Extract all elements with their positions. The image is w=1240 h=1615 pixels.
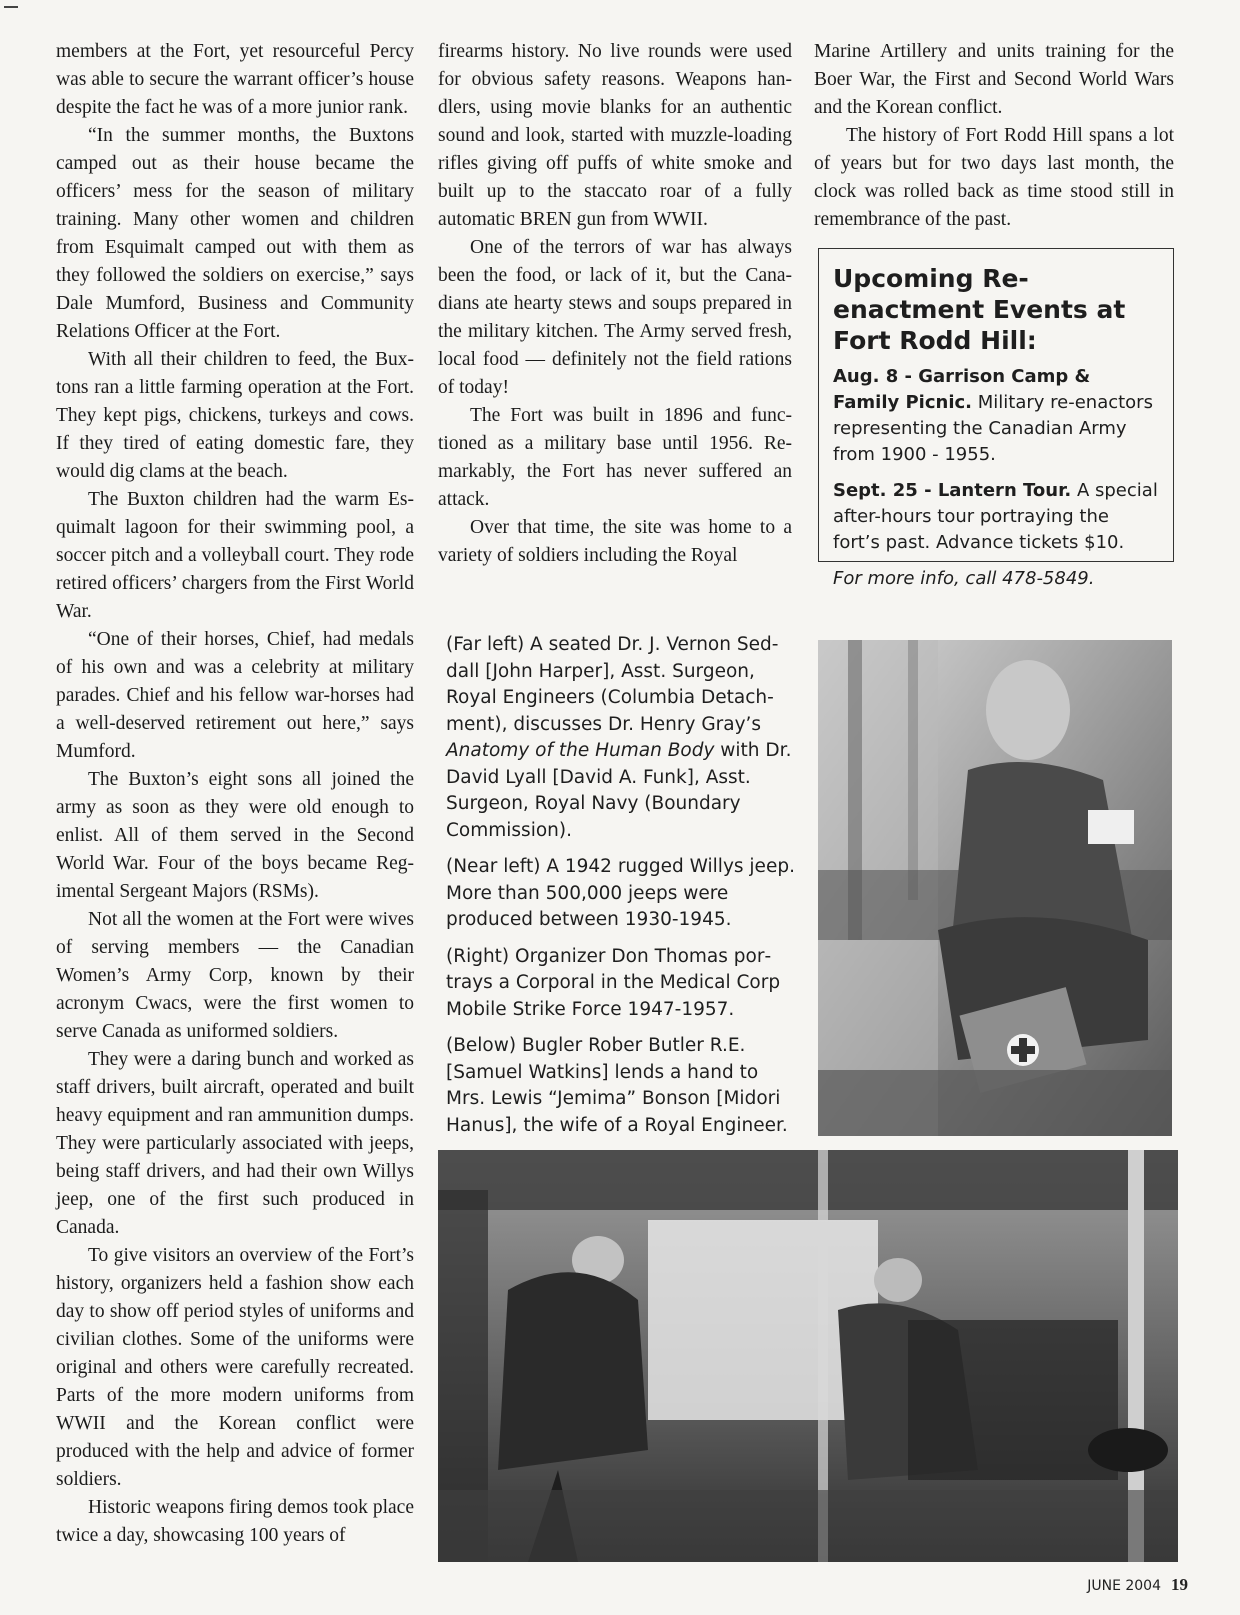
paragraph: Marine Artillery and units training for the Boer War, the First and Second World Wars and the Korean conflict. [814,41,1174,118]
caption-text: with Dr. David Lyall [David A. Funk], Asst. Surgeon, Royal Navy (Boundary Commission). [446,740,792,841]
paragraph: The Buxton’s eight sons all joined the army as soon as they were old enough to enlist. All of them served in the Second World War. Four of the boys became Regimental Sergeant Majors (RSMs). [56,769,414,902]
caption-right: (Right) Organizer Don Thomas portrays a Corporal in the Medical Corp Mobile Strike Force 1947-1957. [446,945,781,1020]
paragraph: To give visitors an overview of the Fort’s history, organizers held a fashion show each day to show off period styles of uniforms and civilian clothes. Some of the uniforms were original and others were carefully recreated. Parts of the more modern uniforms from WWII and the Korean conflict were produced with the help and advice of former soldiers. [56,1245,414,1490]
upcoming-events-box [818,248,1174,589]
paragraph: The Buxton children had the warm Esquimalt lagoon for their swimming pool, a soccer pitch and a volleyball court. They rode retired officers’ chargers from the First World War. [56,489,414,622]
paragraph: One of the terrors of war has always been the food, or lack of it, but the Canadians ate hearty stews and soups prepared in the military kitchen. The Army served fresh, local food — definitely not the field rations of today! [438,237,792,398]
paragraph: Historic weapons firing demos took place twice a day, showcasing 100 years of [56,1497,414,1546]
caption-far-left [446,632,802,844]
photo-captions [446,632,802,1149]
scan-mark [4,6,18,8]
paragraph: firearms history. No live rounds were used for obvious safety reasons. Weapons handlers, using movie blanks for an authentic sound and look, started with muzzle-loading rifles giving off puffs of white smoke and built up to the staccato roar of a fully automatic BREN gun from WWII. [438,41,792,230]
paragraph: Over that time, the site was home to a variety of soldiers including the Royal [438,517,792,566]
event-text: A special after-hours tour portraying the fort’s past. Advance tickets $10. [833,480,1158,553]
events-more-info: For more info, call 478-5849. [833,568,1095,589]
photo-corporal-medical [818,640,1172,1136]
page-footer [1087,1575,1188,1595]
book-title: Anatomy of the Human Body [446,740,715,761]
paragraph: The history of Fort Rodd Hill spans a lot of years but for two days last month, the clock was rolled back as time stood still in remembrance of the past. [814,125,1174,230]
event-item [833,478,1161,556]
caption-below: (Below) Bugler Rober Butler R.E. [Samuel Watkins] lends a hand to Mrs. Lewis “Jemima” Bonson [Midori Hanus], the wife of a Royal Engineer. [446,1035,788,1136]
paragraph: They were a daring bunch and worked as staff drivers, built aircraft, operated and built heavy equipment and ran ammunition dumps. They were particularly associated with jeeps, being staff drivers, and had their own Willys jeep, one of the first such produced in Canada. [56,1049,414,1238]
paragraph: “In the summer months, the Buxtons camped out as their house became the officers’ mess for the season of military training. Many other women and children from Esquimalt camped out with them as they followed the soldiers on exercise,” says Dale Mumford, Business and Community Relations Officer at the Fort. [56,125,414,342]
article-column-3 [814,38,1174,234]
paragraph: “One of their horses, Chief, had medals of his own and was a celebrity at military parades. Chief and his fellow war-horses had a well-deserved retirement out here,” says Mumford. [56,629,414,762]
event-text: Military re-enactors representing the Canadian Army from 1900 - 1955. [833,392,1153,465]
photo-bugler-and-woman [438,1150,1178,1562]
event-item [833,364,1161,468]
article-column-1 [56,38,414,1550]
article-column-2 [438,38,792,570]
event-heading: Sept. 25 - Lantern Tour. [833,480,1072,501]
issue-date: JUNE 2004 [1087,1578,1161,1594]
paragraph: members at the Fort, yet resourceful Percy was able to secure the warrant officer’s house despite the fact he was of a more junior rank. [56,41,414,118]
caption-near-left: (Near left) A 1942 rugged Willys jeep. More than 500,000 jeeps were produced between 1930-1945. [446,856,795,930]
page-number: 19 [1171,1575,1188,1594]
caption-text: (Far left) A seated Dr. J. Vernon Seddall [John Harper], Asst. Surgeon, Royal Engineers (Columbia Detachment), discusses Dr. Henry Gray’s [446,634,779,735]
paragraph: With all their children to feed, the Buxtons ran a little farming operation at the Fort. They kept pigs, chickens, turkeys and cows. If they tired of eating domestic fare, they would dig clams at the beach. [56,349,414,482]
paragraph: The Fort was built in 1896 and functioned as a military base until 1956. Remarkably, the Fort has never suffered an attack. [438,405,792,510]
paragraph: Not all the women at the Fort were wives of serving members — the Canadian Women’s Army Corp, known by their acronym Cwacs, were the first women to serve Canada as uniformed soldiers. [56,909,414,1042]
events-title: Upcoming Re-enactment Events at Fort Rodd Hill: [833,264,1126,355]
event-heading: Aug. 8 - Garrison Camp & Family Picnic. [833,366,1091,413]
